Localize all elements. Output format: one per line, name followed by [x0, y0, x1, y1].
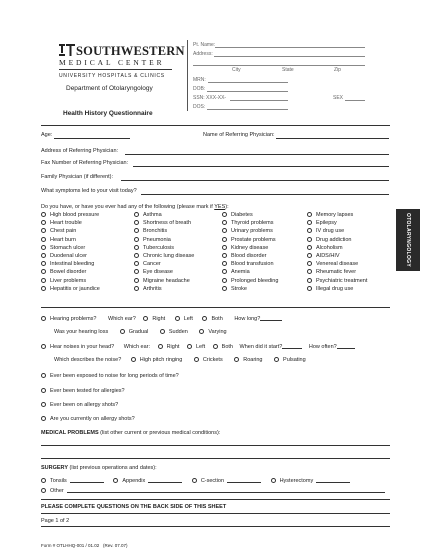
radio-icon [41, 253, 46, 258]
hysterectomy-date-field[interactable] [316, 477, 350, 483]
allergy-shots-question[interactable]: Ever been on allergy shots? [41, 402, 118, 408]
mrn-label: MRN: [193, 77, 206, 83]
radio-icon [222, 220, 227, 225]
fax-field[interactable] [133, 166, 389, 167]
ssn-label: SSN: XXX-XX- [193, 95, 227, 101]
hearing-radio[interactable] [41, 316, 46, 321]
condition-item[interactable]: Shortness of breath [134, 220, 194, 228]
radio-icon [134, 228, 139, 233]
appendix-date-field[interactable] [148, 477, 182, 483]
footer-note: PLEASE COMPLETE QUESTIONS ON THE BACK SIDE OF THIS SHEET [41, 504, 227, 510]
radio-icon [41, 416, 46, 421]
sex-field[interactable] [345, 100, 365, 101]
hearing-row: Hearing problems? Which ear? Right Left Both How long? [41, 315, 282, 322]
age-label: Age: [41, 132, 53, 138]
radio-icon [41, 228, 46, 233]
radio-icon [307, 253, 312, 258]
noise-describe-row: Which describes the noise? High pitch ringing Crickets Roaring Pulsating [54, 357, 306, 363]
condition-item[interactable]: Migraine headache [134, 278, 194, 286]
fax-label: Fax Number of Referring Physician: [41, 160, 129, 166]
roaring-radio[interactable] [234, 357, 239, 362]
noise-radio[interactable] [41, 344, 46, 349]
noise-left-radio[interactable] [187, 344, 192, 349]
allergy-test-question[interactable]: Ever been tested for allergies? [41, 388, 125, 394]
form-number: Form # OTLHHQ-001 / 01.02 (Rev. 07.07) [41, 543, 128, 548]
radio-icon [307, 212, 312, 217]
current-allergy-shots-question[interactable]: Are you currently on allergy shots? [41, 416, 135, 422]
radio-icon [307, 261, 312, 266]
department-label: Department of Otolaryngology [66, 85, 153, 92]
sex-label: SEX [333, 95, 344, 101]
condition-item[interactable]: Alcoholism [307, 245, 367, 253]
radio-icon [134, 220, 139, 225]
radio-icon [307, 245, 312, 250]
condition-item[interactable]: Intestinal bleeding [41, 261, 100, 269]
brand-name: SOUTHWESTERN [76, 44, 185, 58]
address-ref-label: Address of Referring Physician: [41, 148, 119, 154]
how-long-field[interactable] [260, 315, 282, 321]
gradual-radio[interactable] [120, 329, 125, 334]
conditions-col-2 [134, 212, 194, 294]
radio-icon [134, 212, 139, 217]
noise-row: Hear noises in your head? Which ear: Right Left Both When did it start? How often? [41, 343, 355, 350]
radio-icon [41, 278, 46, 283]
tonsils-date-field[interactable] [70, 477, 104, 483]
condition-item[interactable]: AIDS/HIV [307, 253, 367, 261]
radio-icon [134, 253, 139, 258]
condition-item[interactable]: Stomach ulcer [41, 245, 100, 253]
appendix-radio[interactable] [113, 478, 118, 483]
symptoms-label: What symptoms led to your visit today? [41, 188, 137, 194]
condition-item[interactable]: Venereal disease [307, 261, 367, 269]
condition-item[interactable]: Hepatitis or jaundice [41, 286, 100, 294]
radio-icon [134, 245, 139, 250]
csection-radio[interactable] [192, 478, 197, 483]
condition-item[interactable]: Tuberculosis [134, 245, 194, 253]
condition-item[interactable]: Eye disease [134, 269, 194, 277]
condition-item[interactable]: Blood transfusion [222, 261, 278, 269]
condition-item[interactable]: High blood pressure [41, 212, 100, 220]
radio-icon [222, 212, 227, 217]
condition-item[interactable]: IV drug use [307, 228, 367, 236]
condition-item[interactable]: Thyroid problems [222, 220, 278, 228]
radio-icon [307, 237, 312, 242]
how-often-field[interactable] [337, 343, 355, 349]
radio-icon [222, 269, 227, 274]
condition-item[interactable]: Heart trouble [41, 220, 100, 228]
crickets-radio[interactable] [194, 357, 199, 362]
radio-icon [41, 286, 46, 291]
radio-icon [41, 220, 46, 225]
radio-icon [222, 261, 227, 266]
condition-item[interactable]: Bronchitis [134, 228, 194, 236]
city-label: City [232, 67, 241, 73]
condition-item[interactable]: Prolonged bleeding [222, 278, 278, 286]
state-label: State [282, 67, 294, 73]
radio-icon [307, 269, 312, 274]
radio-icon [222, 237, 227, 242]
radio-icon [41, 245, 46, 250]
radio-icon [222, 278, 227, 283]
condition-item[interactable]: Stroke [222, 286, 278, 294]
radio-icon [222, 253, 227, 258]
address-ref-field[interactable] [125, 154, 389, 155]
condition-item[interactable]: Anemia [222, 269, 278, 277]
csection-date-field[interactable] [227, 477, 261, 483]
conditions-col-1 [41, 212, 100, 294]
conditions-prompt-yes: YES [214, 204, 226, 210]
utsw-logo-icon [59, 44, 75, 56]
pt-name-field[interactable] [215, 47, 365, 48]
radio-icon [41, 269, 46, 274]
address-field-2[interactable] [193, 65, 365, 66]
condition-item[interactable]: Cancer [134, 261, 194, 269]
radio-icon [134, 237, 139, 242]
ear-left-radio[interactable] [175, 316, 180, 321]
radio-icon [134, 269, 139, 274]
surgery-other-row: Other [41, 487, 385, 494]
family-field[interactable] [121, 180, 389, 181]
radio-icon [307, 228, 312, 233]
radio-icon [222, 245, 227, 250]
condition-item[interactable]: Rheumatic fever [307, 269, 367, 277]
hospitals-label: UNIVERSITY HOSPITALS & CLINICS [59, 73, 165, 79]
radio-icon [222, 228, 227, 233]
medical-line-1[interactable] [41, 445, 390, 446]
address-field[interactable] [214, 56, 365, 57]
hysterectomy-radio[interactable] [271, 478, 276, 483]
condition-item[interactable]: Memory lapses [307, 212, 367, 220]
condition-item[interactable]: Illegal drug use [307, 286, 367, 294]
symptoms-field[interactable] [141, 194, 389, 195]
conditions-col-4 [307, 212, 367, 294]
radio-icon [307, 220, 312, 225]
tonsils-radio[interactable] [41, 478, 46, 483]
condition-item[interactable]: Chronic lung disease [134, 253, 194, 261]
noise-right-radio[interactable] [158, 344, 163, 349]
radio-icon [41, 388, 46, 393]
noise-both-radio[interactable] [213, 344, 218, 349]
condition-item[interactable]: Kidney disease [222, 245, 278, 253]
condition-item[interactable]: Bowel disorder [41, 269, 100, 277]
condition-item[interactable]: Epilepsy [307, 220, 367, 228]
dos-field[interactable] [207, 109, 288, 110]
condition-item[interactable]: Asthma [134, 212, 194, 220]
radio-icon [222, 286, 227, 291]
dob-field[interactable] [207, 91, 288, 92]
zip-label: Zip [334, 67, 341, 73]
conditions-col-3 [222, 212, 278, 294]
medical-line-2[interactable] [41, 458, 390, 459]
condition-item[interactable]: Duodenal ulcer [41, 253, 100, 261]
hearing-loss-row: Was your hearing loss Gradual Sudden Varying [54, 329, 227, 335]
condition-item[interactable]: Blood disorder [222, 253, 278, 261]
mrn-field[interactable] [208, 82, 288, 83]
address-label: Address: [193, 51, 213, 57]
condition-item[interactable]: Urinary problems [222, 228, 278, 236]
surgery-heading: SURGERY (list previous operations and dates): [41, 465, 157, 471]
radio-icon [41, 373, 46, 378]
other-radio[interactable] [41, 488, 46, 493]
condition-item[interactable]: Pneumonia [134, 237, 194, 245]
pulsating-radio[interactable] [274, 357, 279, 362]
sudden-radio[interactable] [160, 329, 165, 334]
when-start-field[interactable] [282, 343, 302, 349]
surgery-row: Tonsils Appendix C-section Hysterectomy [41, 477, 350, 484]
age-field[interactable] [54, 138, 130, 139]
conditions-prompt: Do you have, or have you ever had any of the following (please mark if YES): [41, 204, 229, 210]
varying-radio[interactable] [199, 329, 204, 334]
condition-item[interactable]: Diabetes [222, 212, 278, 220]
radio-icon [307, 286, 312, 291]
noise-exposure-question[interactable]: Ever been exposed to noise for long periods of time? [41, 373, 179, 379]
dob-label: DOB: [193, 86, 206, 92]
condition-item[interactable]: Chest pain [41, 228, 100, 236]
radio-icon [41, 212, 46, 217]
condition-item[interactable]: Liver problems [41, 278, 100, 286]
condition-item[interactable]: Prostate problems [222, 237, 278, 245]
high-pitch-radio[interactable] [131, 357, 136, 362]
condition-item[interactable]: Psychiatric treatment [307, 278, 367, 286]
ear-both-radio[interactable] [202, 316, 207, 321]
ssn-field[interactable] [230, 100, 288, 101]
other-surgery-field[interactable] [67, 487, 385, 493]
radio-icon [134, 286, 139, 291]
family-label: Family Physician (if different): [41, 174, 114, 180]
radio-icon [134, 278, 139, 283]
brand-subname: MEDICAL CENTER [59, 58, 165, 67]
page-number: Page 1 of 2 [41, 518, 70, 524]
radio-icon [41, 237, 46, 242]
side-tab-label: OTOLARYNGOLOGY [405, 213, 411, 267]
medical-problems-heading: MEDICAL PROBLEMS (list other current or previous medical conditions): [41, 430, 221, 436]
radio-icon [134, 261, 139, 266]
condition-item[interactable]: Heart burn [41, 237, 100, 245]
form-title: Health History Questionnaire [63, 110, 153, 117]
condition-item[interactable]: Arthritis [134, 286, 194, 294]
radio-icon [41, 261, 46, 266]
radio-icon [307, 278, 312, 283]
referring-label: Name of Referring Physician: [203, 132, 275, 138]
condition-item[interactable]: Drug addiction [307, 237, 367, 245]
referring-field[interactable] [276, 138, 389, 139]
ear-right-radio[interactable] [143, 316, 148, 321]
pt-name-label: Pt. Name: [193, 42, 216, 48]
radio-icon [41, 402, 46, 407]
dos-label: DOS: [193, 104, 206, 110]
